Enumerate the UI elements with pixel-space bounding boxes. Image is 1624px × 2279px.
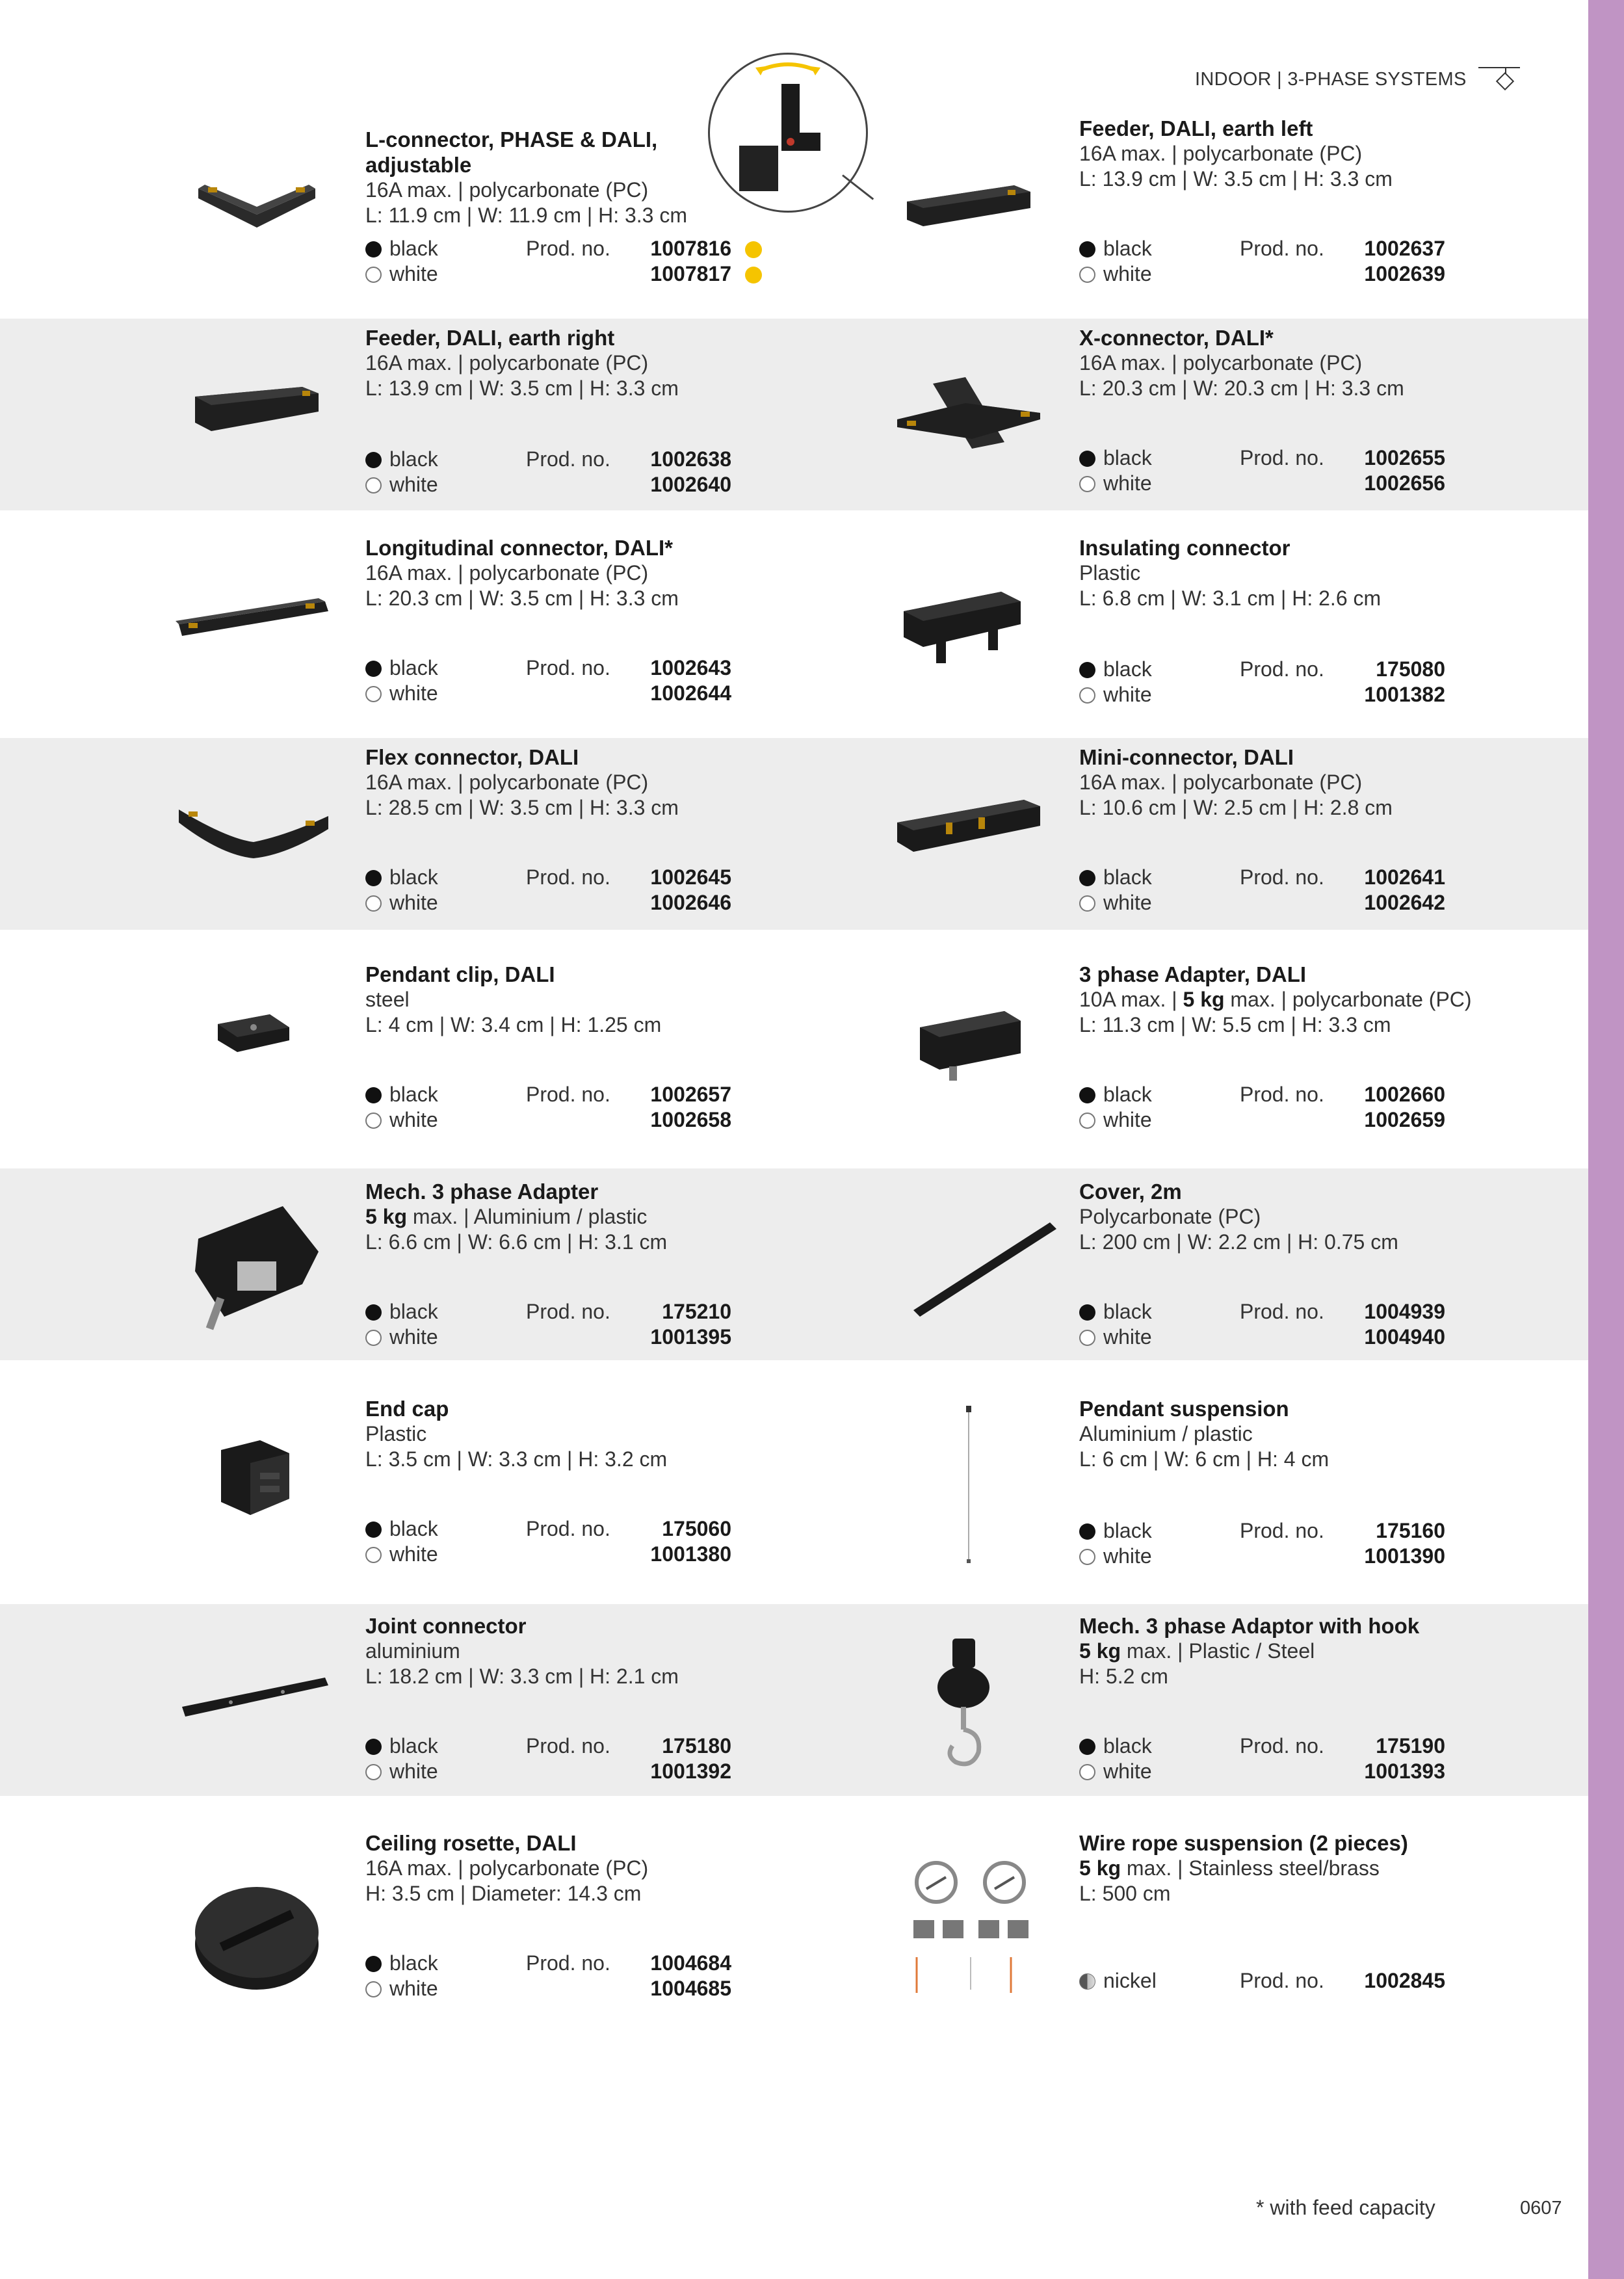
product-spec: Aluminium / plastic [1079, 1422, 1253, 1445]
prod-no: Prod. no. 175190 [1240, 1734, 1445, 1758]
variant-list [365, 655, 729, 706]
variant-row: white 1001390 [1079, 1544, 1443, 1569]
product-spec: 16A max. | polycarbonate (PC) [365, 771, 649, 794]
pendant-clip-image [215, 1008, 293, 1060]
product-3-phase-adapter-dali [1079, 962, 1495, 1131]
product-end-cap [365, 1396, 781, 1566]
product-title: Ceiling rosette, DALI [365, 1831, 577, 1855]
color-swatch-white [1079, 1330, 1095, 1346]
product-spec: 16A max. | polycarbonate (PC) [1079, 351, 1363, 375]
prod-no: Prod. no. 1002638 [526, 447, 731, 471]
product-spec: 16A max. | polycarbonate (PC) [1079, 142, 1363, 165]
color-swatch-white [1079, 476, 1095, 492]
variant-list [365, 1951, 729, 2001]
variant-list [1079, 865, 1443, 916]
variant-row: black Prod. no. 175080 [1079, 657, 1443, 682]
color-swatch-nickel [1079, 1973, 1095, 1990]
prod-no: Prod. no. 175210 [526, 1300, 731, 1323]
color-swatch-black [365, 1956, 382, 1972]
prod-no: Prod. no. 1002655 [1240, 446, 1445, 469]
product-title: Pendant suspension [1079, 1397, 1289, 1421]
pendant-suspension-image [959, 1404, 978, 1567]
color-swatch-black [365, 1739, 382, 1755]
variant-row: black Prod. no. 1002655 [1079, 445, 1443, 471]
hook-adaptor-image [930, 1635, 998, 1775]
product-dimensions: L: 6.6 cm | W: 6.6 cm | H: 3.1 cm [365, 1230, 668, 1254]
feeder-right-image [192, 380, 322, 439]
variant-row: black Prod. no. 1004939 [1079, 1299, 1443, 1324]
product-pendant-suspension [1079, 1396, 1495, 1568]
ceiling-rosette-image [192, 1873, 322, 1993]
variant-row: white 1002659 [1079, 1107, 1443, 1133]
variant-row: black Prod. no. 175160 [1079, 1518, 1443, 1544]
color-swatch-white [365, 1981, 382, 1997]
color-swatch-white [1079, 895, 1095, 912]
product-spec: 10A max. | 5 kg max. | polycarbonate (PC) [1079, 988, 1472, 1011]
page-number: 0607 [1520, 2198, 1562, 2219]
product-title: 3 phase Adapter, DALI [1079, 962, 1307, 986]
product-spec: Polycarbonate (PC) [1079, 1205, 1261, 1228]
product-title: Insulating connector [1079, 536, 1290, 560]
color-swatch-black [1079, 1087, 1095, 1103]
l-connector-image [195, 163, 319, 234]
variant-list [1079, 1733, 1443, 1784]
variant-row: black Prod. no. 1002660 [1079, 1082, 1443, 1107]
product-cover-2m [1079, 1179, 1495, 1349]
product-spec: aluminium [365, 1639, 460, 1663]
variant-row: nickel Prod. no. 1002845 [1079, 1968, 1443, 1994]
dali-adapter-image [913, 1001, 1024, 1086]
product-pendant-clip [365, 962, 781, 1131]
prod-no: Prod. no. 1002637 [1240, 237, 1445, 260]
variant-row: black Prod. no. 175210 [365, 1299, 729, 1324]
product-dimensions: L: 10.6 cm | W: 2.5 cm | H: 2.8 cm [1079, 796, 1393, 819]
variant-row: black Prod. no. 175180 [365, 1733, 729, 1759]
product-spec: 16A max. | polycarbonate (PC) [365, 561, 649, 585]
prod-no: Prod. no. 175160 [1240, 1519, 1445, 1542]
color-swatch-white [1079, 1549, 1095, 1565]
end-cap-image [215, 1437, 296, 1522]
color-swatch-black [1079, 1739, 1095, 1755]
mini-connector-image [894, 790, 1043, 862]
track-spot-icon [1477, 62, 1524, 95]
product-feeder-earth-left [1079, 116, 1495, 285]
variant-list [1079, 445, 1443, 496]
color-swatch-black [1079, 662, 1095, 678]
prod-no: Prod. no. 1004939 [1240, 1300, 1445, 1323]
product-dimensions: L: 4 cm | W: 3.4 cm | H: 1.25 cm [365, 1013, 662, 1036]
footnote: * with feed capacity [1256, 2196, 1435, 2219]
product-dimensions: L: 13.9 cm | W: 3.5 cm | H: 3.3 cm [1079, 167, 1393, 191]
product-dimensions: H: 3.5 cm | Diameter: 14.3 cm [365, 1882, 642, 1905]
product-dimensions: L: 6.8 cm | W: 3.1 cm | H: 2.6 cm [1079, 586, 1382, 610]
variant-row: black Prod. no. 1004684 [365, 1951, 729, 1976]
variant-row: white 1002656 [1079, 471, 1443, 496]
section-header: INDOOR | 3-PHASE SYSTEMS [1195, 69, 1467, 90]
variant-row: white 1002646 [365, 890, 729, 916]
product-title: Pendant clip, DALI [365, 962, 555, 986]
color-swatch-white [365, 1764, 382, 1780]
product-mech-3-phase-adapter [365, 1179, 781, 1349]
wire-rope-suspension-image [904, 1843, 1043, 1999]
cover-image [910, 1216, 1060, 1320]
variant-row: white 1001395 [365, 1324, 729, 1350]
product-dimensions: L: 500 cm [1079, 1882, 1171, 1905]
variant-row: white 1001380 [365, 1542, 729, 1567]
x-connector-image [894, 367, 1043, 452]
variant-list [1079, 236, 1443, 287]
product-title: Longitudinal connector, DALI* [365, 536, 673, 560]
product-title: Wire rope suspension (2 pieces) [1079, 1831, 1408, 1855]
variant-row: white 1002642 [1079, 890, 1443, 916]
product-ceiling-rosette [365, 1830, 781, 2000]
product-title: L-connector, PHASE & DALI, adjustable [365, 127, 658, 177]
product-title: End cap [365, 1397, 449, 1421]
color-swatch-black [1079, 1523, 1095, 1540]
product-dimensions: L: 20.3 cm | W: 3.5 cm | H: 3.3 cm [365, 586, 679, 610]
color-swatch-white [1079, 687, 1095, 704]
variant-row: black Prod. no. 1002637 [1079, 236, 1443, 261]
product-title: Feeder, DALI, earth right [365, 326, 615, 350]
prod-no: Prod. no. 1002660 [1240, 1083, 1445, 1106]
color-swatch-white [365, 895, 382, 912]
color-swatch-black [365, 1087, 382, 1103]
product-spec: Plastic [1079, 561, 1141, 585]
product-joint-connector [365, 1613, 781, 1783]
variant-row: white 1001382 [1079, 682, 1443, 707]
variant-row: black Prod. no. 1002638 [365, 447, 729, 472]
new-product-marker [745, 267, 762, 283]
variant-row: white 1001393 [1079, 1759, 1443, 1784]
color-swatch-white [1079, 1764, 1095, 1780]
color-swatch-black [365, 452, 382, 468]
prod-no: Prod. no. 1007816 [526, 237, 731, 260]
product-mini-connector [1079, 744, 1495, 914]
product-spec: 16A max. | polycarbonate (PC) [365, 1856, 649, 1880]
product-spec: 5 kg max. | Stainless steel/brass [1079, 1856, 1380, 1880]
product-spec: 5 kg max. | Plastic / Steel [1079, 1639, 1315, 1663]
product-l-connector [365, 127, 781, 285]
variant-row: white 1001392 [365, 1759, 729, 1784]
variant-row: black Prod. no. 1002657 [365, 1082, 729, 1107]
product-x-connector [1079, 325, 1495, 495]
variant-row: white 1002639 [1079, 261, 1443, 287]
color-swatch-black [365, 1304, 382, 1321]
color-swatch-black [1079, 451, 1095, 467]
product-spec: 16A max. | polycarbonate (PC) [365, 351, 649, 375]
color-swatch-black [365, 870, 382, 886]
prod-no: Prod. no. 175180 [526, 1734, 731, 1758]
variant-list [1079, 1082, 1443, 1133]
variant-list [365, 1299, 729, 1350]
variant-row: white 1002644 [365, 681, 729, 706]
variant-list [365, 865, 729, 916]
product-dimensions: L: 200 cm | W: 2.2 cm | H: 0.75 cm [1079, 1230, 1398, 1254]
variant-row: white 1004685 [365, 1976, 729, 2001]
product-title: Feeder, DALI, earth left [1079, 116, 1313, 140]
color-swatch-black [1079, 241, 1095, 257]
variant-list [365, 1733, 729, 1784]
flex-connector-image [176, 793, 332, 865]
product-title: Flex connector, DALI [365, 745, 579, 769]
prod-no: Prod. no. 1002645 [526, 865, 731, 889]
product-title: Mini-connector, DALI [1079, 745, 1294, 769]
product-dimensions: L: 18.2 cm | W: 3.3 cm | H: 2.1 cm [365, 1665, 679, 1688]
variant-list [1079, 1968, 1443, 1994]
variant-list [365, 447, 729, 497]
mech-adapter-image [185, 1200, 325, 1333]
variant-list [365, 1516, 729, 1567]
product-dimensions: L: 11.3 cm | W: 5.5 cm | H: 3.3 cm [1079, 1013, 1391, 1036]
insulating-connector-image [897, 579, 1027, 670]
product-hook-adaptor [1079, 1613, 1495, 1783]
prod-no: Prod. no. 1002657 [526, 1083, 731, 1106]
prod-no: Prod. no. 1002643 [526, 656, 731, 679]
variant-row: white 1002640 [365, 472, 729, 497]
variant-list [1079, 657, 1443, 707]
product-spec: 16A max. | polycarbonate (PC) [1079, 771, 1363, 794]
variant-list [1079, 1299, 1443, 1350]
color-swatch-white [365, 1330, 382, 1346]
color-swatch-white [365, 477, 382, 494]
product-title: Joint connector [365, 1614, 527, 1638]
variant-list [365, 236, 729, 287]
variant-list [365, 1082, 729, 1133]
variant-row: white 1004940 [1079, 1324, 1443, 1350]
product-dimensions: L: 3.5 cm | W: 3.3 cm | H: 3.2 cm [365, 1447, 668, 1471]
variant-row: black Prod. no. 175060 [365, 1516, 729, 1542]
product-dimensions: L: 6 cm | W: 6 cm | H: 4 cm [1079, 1447, 1329, 1471]
product-title: Cover, 2m [1079, 1179, 1182, 1204]
feeder-left-image [904, 176, 1034, 234]
product-spec: 5 kg max. | Aluminium / plastic [365, 1205, 648, 1228]
product-dimensions: H: 5.2 cm [1079, 1665, 1168, 1688]
color-swatch-white [1079, 267, 1095, 283]
longitudinal-connector-image [176, 592, 332, 644]
product-dimensions: L: 28.5 cm | W: 3.5 cm | H: 3.3 cm [365, 796, 679, 819]
color-swatch-black [365, 241, 382, 257]
product-dimensions: L: 11.9 cm | W: 11.9 cm | H: 3.3 cm [365, 204, 687, 227]
variant-row: black Prod. no. 1002645 [365, 865, 729, 890]
color-swatch-black [1079, 1304, 1095, 1321]
product-spec: Plastic [365, 1422, 427, 1445]
product-title: X-connector, DALI* [1079, 326, 1274, 350]
variant-row: white 1007817 [365, 261, 729, 287]
color-swatch-white [365, 1547, 382, 1563]
product-wire-rope-suspension [1079, 1830, 1495, 1992]
variant-list [1079, 1518, 1443, 1569]
product-dimensions: L: 20.3 cm | W: 20.3 cm | H: 3.3 cm [1079, 376, 1404, 400]
variant-row: black Prod. no. 1002643 [365, 655, 729, 681]
product-spec: steel [365, 988, 410, 1011]
color-swatch-white [365, 1113, 382, 1129]
variant-row: white 1002658 [365, 1107, 729, 1133]
prod-no: Prod. no. 175080 [1240, 657, 1445, 681]
variant-row: black Prod. no. 1007816 [365, 236, 729, 261]
color-swatch-white [1079, 1113, 1095, 1129]
prod-no: Prod. no. 175060 [526, 1517, 731, 1540]
prod-no: Prod. no. 1004684 [526, 1951, 731, 1975]
product-dimensions: L: 13.9 cm | W: 3.5 cm | H: 3.3 cm [365, 376, 679, 400]
new-product-marker [745, 241, 762, 258]
color-swatch-black [365, 661, 382, 677]
variant-row: black Prod. no. 1002641 [1079, 865, 1443, 890]
product-spec: 16A max. | polycarbonate (PC) [365, 178, 649, 202]
product-title: Mech. 3 phase Adaptor with hook [1079, 1614, 1420, 1638]
color-swatch-black [365, 1522, 382, 1538]
joint-connector-image [179, 1671, 332, 1723]
product-insulating-connector [1079, 535, 1495, 706]
product-flex-connector [365, 744, 781, 914]
color-swatch-black [1079, 870, 1095, 886]
color-swatch-white [365, 267, 382, 283]
section-color-tab [1588, 0, 1624, 2279]
product-feeder-earth-right [365, 325, 781, 496]
product-longitudinal-connector [365, 535, 781, 705]
product-title: Mech. 3 phase Adapter [365, 1179, 599, 1204]
prod-no: Prod. no. 1002845 [1240, 1969, 1445, 1992]
prod-no: Prod. no. 1002641 [1240, 865, 1445, 889]
variant-row: black Prod. no. 175190 [1079, 1733, 1443, 1759]
color-swatch-white [365, 686, 382, 702]
